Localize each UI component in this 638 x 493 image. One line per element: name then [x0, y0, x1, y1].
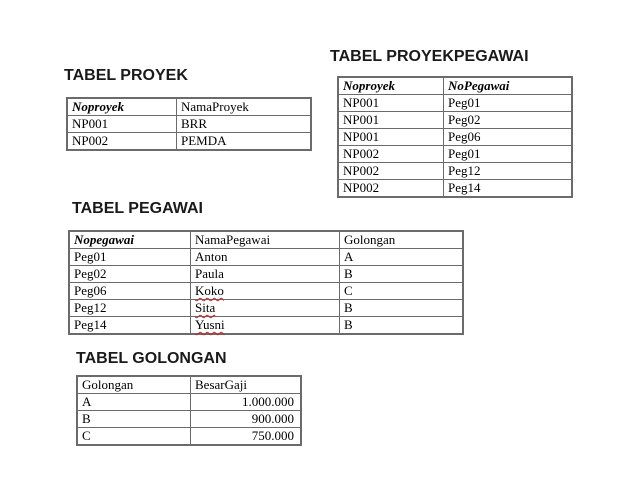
table-cell: A: [77, 394, 191, 411]
table-row: [338, 129, 572, 146]
column-header: Golongan: [77, 376, 191, 394]
column-header: NoPegawai: [444, 77, 573, 95]
table-row: [69, 266, 463, 283]
table-cell: 750.000: [191, 428, 302, 446]
table-cell: Paula: [191, 266, 340, 283]
table-header-row: [338, 77, 572, 95]
table-cell: NP001: [338, 129, 444, 146]
table-row: [77, 394, 301, 411]
table-cell: [191, 317, 340, 335]
table-cell: B: [340, 317, 464, 335]
table-cell: PEMDA: [177, 133, 312, 151]
table-cell: NP002: [338, 180, 444, 198]
table-cell: B: [340, 300, 464, 317]
table-cell: Peg01: [69, 249, 191, 266]
spellcheck-name: Yusni: [195, 317, 225, 332]
table-cell: Anton: [191, 249, 340, 266]
table-cell: 1.000.000: [191, 394, 302, 411]
table-cell: BRR: [177, 116, 312, 133]
table-cell: NP001: [338, 112, 444, 129]
table-cell: NP001: [338, 95, 444, 112]
table-cell: B: [77, 411, 191, 428]
column-header: NamaProyek: [177, 98, 312, 116]
proyekpegawai-heading: TABEL PROYEKPEGAWAI: [330, 48, 529, 65]
table-cell: Peg01: [444, 146, 573, 163]
table-row: [338, 146, 572, 163]
table-cell: NP002: [67, 133, 177, 151]
table-cell: A: [340, 249, 464, 266]
table-header-row: [77, 376, 301, 394]
spellcheck-name: Sita: [195, 300, 216, 315]
golongan-heading: TABEL GOLONGAN: [76, 350, 227, 367]
table-cell: NP002: [338, 146, 444, 163]
table-cell: C: [340, 283, 464, 300]
table-cell: Peg12: [444, 163, 573, 180]
table-row: [69, 249, 463, 266]
table-cell: Peg06: [444, 129, 573, 146]
spellcheck-name: Koko: [195, 283, 224, 298]
column-header: Golongan: [340, 231, 464, 249]
table-cell: C: [77, 428, 191, 446]
table-row: [338, 180, 572, 198]
proyekpegawai-table: [337, 76, 573, 198]
table-cell: Peg01: [444, 95, 573, 112]
table-cell: NP002: [338, 163, 444, 180]
column-header: Nopegawai: [69, 231, 191, 249]
table-cell: NP001: [67, 116, 177, 133]
table-header-row: [67, 98, 311, 116]
table-cell: Peg06: [69, 283, 191, 300]
table-row: [69, 317, 463, 335]
pegawai-heading: TABEL PEGAWAI: [72, 200, 203, 217]
proyek-table: [66, 97, 312, 151]
table-cell: [191, 300, 340, 317]
table-row: [338, 163, 572, 180]
column-header: Noproyek: [338, 77, 444, 95]
table-header-row: [69, 231, 463, 249]
column-header: BesarGaji: [191, 376, 302, 394]
table-cell: Peg02: [444, 112, 573, 129]
table-row: [338, 112, 572, 129]
table-row: [69, 300, 463, 317]
table-row: [69, 283, 463, 300]
column-header: Noproyek: [67, 98, 177, 116]
table-cell: 900.000: [191, 411, 302, 428]
table-cell: [191, 283, 340, 300]
table-row: [77, 428, 301, 446]
golongan-table: [76, 375, 302, 446]
table-cell: Peg12: [69, 300, 191, 317]
table-cell: Peg02: [69, 266, 191, 283]
table-row: [338, 95, 572, 112]
table-cell: Peg14: [444, 180, 573, 198]
column-header: NamaPegawai: [191, 231, 340, 249]
proyek-heading: TABEL PROYEK: [64, 67, 188, 84]
table-row: [67, 116, 311, 133]
pegawai-table: [68, 230, 464, 335]
table-cell: Peg14: [69, 317, 191, 335]
table-cell: B: [340, 266, 464, 283]
table-row: [77, 411, 301, 428]
table-row: [67, 133, 311, 151]
